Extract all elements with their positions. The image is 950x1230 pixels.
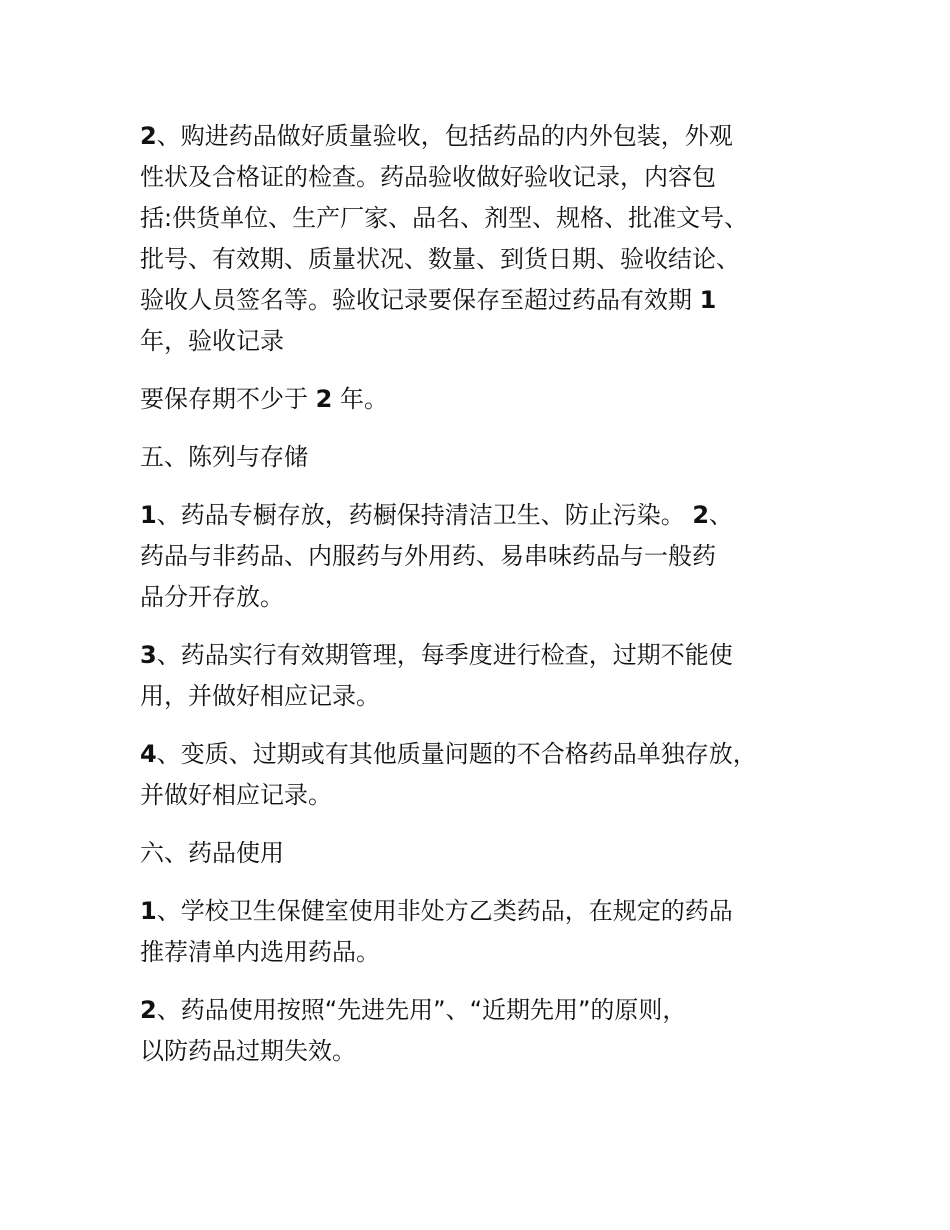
text-line xyxy=(140,932,830,973)
paragraph xyxy=(140,891,830,973)
paragraph xyxy=(140,116,830,362)
text-segment: 验收人员签名等。验收记录要保存至超过药品有效期 xyxy=(140,286,700,314)
text-line xyxy=(140,157,830,198)
text-line xyxy=(140,379,830,420)
text-line xyxy=(140,116,830,157)
text-segment: 、 xyxy=(709,501,734,529)
item-number: 4 xyxy=(140,740,157,768)
item-number: 1 xyxy=(699,286,717,314)
item-number: 2 xyxy=(140,996,157,1024)
text-segment: 、变质、过期或有其他质量问题的不合格药品单独存放， xyxy=(156,740,757,768)
text-line xyxy=(140,437,830,478)
document-body xyxy=(140,116,830,1089)
text-line xyxy=(140,495,830,536)
text-line xyxy=(140,775,830,816)
paragraph xyxy=(140,437,830,478)
item-number: 1 xyxy=(140,897,157,925)
text-line xyxy=(140,239,830,280)
text-line xyxy=(140,635,830,676)
paragraph xyxy=(140,734,830,816)
text-line xyxy=(140,577,830,618)
text-line xyxy=(140,676,830,717)
item-number: 2 xyxy=(692,501,710,529)
text-segment: 要保存期不少于 xyxy=(140,385,316,413)
text-segment: 以防药品过期失效。 xyxy=(140,1037,356,1065)
text-segment: 、购进药品做好质量验收，包括药品的内外包装，外观 xyxy=(156,122,733,150)
item-number: 3 xyxy=(140,641,157,669)
text-segment: 性状及合格证的检查。药品验收做好验收记录，内容包 xyxy=(140,163,716,191)
text-segment: 六、药品使用 xyxy=(140,839,284,867)
text-segment: 年，验收记录 xyxy=(140,327,284,355)
paragraph xyxy=(140,833,830,874)
text-line xyxy=(140,198,830,239)
text-segment: 、药品专橱存放，药橱保持清洁卫生、防止污染。 xyxy=(156,501,693,529)
text-line xyxy=(140,734,830,775)
text-segment: 批号、有效期、质量状况、数量、到货日期、验收结论、 xyxy=(140,245,740,273)
text-line xyxy=(140,321,830,362)
text-segment: 、药品实行有效期管理，每季度进行检查，过期不能使 xyxy=(156,641,733,669)
text-segment: 、学校卫生保健室使用非处方乙类药品，在规定的药品 xyxy=(156,897,733,925)
text-segment: 五、陈列与存储 xyxy=(140,443,308,471)
text-line xyxy=(140,280,830,321)
text-segment: 药品与非药品、内服药与外用药、易串味药品与一般药 xyxy=(140,542,716,570)
text-segment: 、药品使用按照“先进先用”、“近期先用”的原则， xyxy=(156,996,687,1024)
paragraph xyxy=(140,495,830,618)
text-segment: 年。 xyxy=(332,385,388,413)
item-number: 1 xyxy=(140,501,157,529)
paragraph xyxy=(140,990,830,1072)
text-line xyxy=(140,536,830,577)
text-line xyxy=(140,891,830,932)
text-segment: 并做好相应记录。 xyxy=(140,781,332,809)
paragraph xyxy=(140,635,830,717)
text-line xyxy=(140,990,830,1031)
text-line xyxy=(140,1031,830,1072)
text-line xyxy=(140,833,830,874)
item-number: 2 xyxy=(140,122,157,150)
text-segment: 品分开存放。 xyxy=(140,583,284,611)
item-number: 2 xyxy=(315,385,333,413)
text-segment: 推荐清单内选用药品。 xyxy=(140,938,380,966)
paragraph xyxy=(140,379,830,420)
text-segment: 括:供货单位、生产厂家、品名、剂型、规格、批准文号、 xyxy=(140,204,749,232)
text-segment: 用，并做好相应记录。 xyxy=(140,682,380,710)
